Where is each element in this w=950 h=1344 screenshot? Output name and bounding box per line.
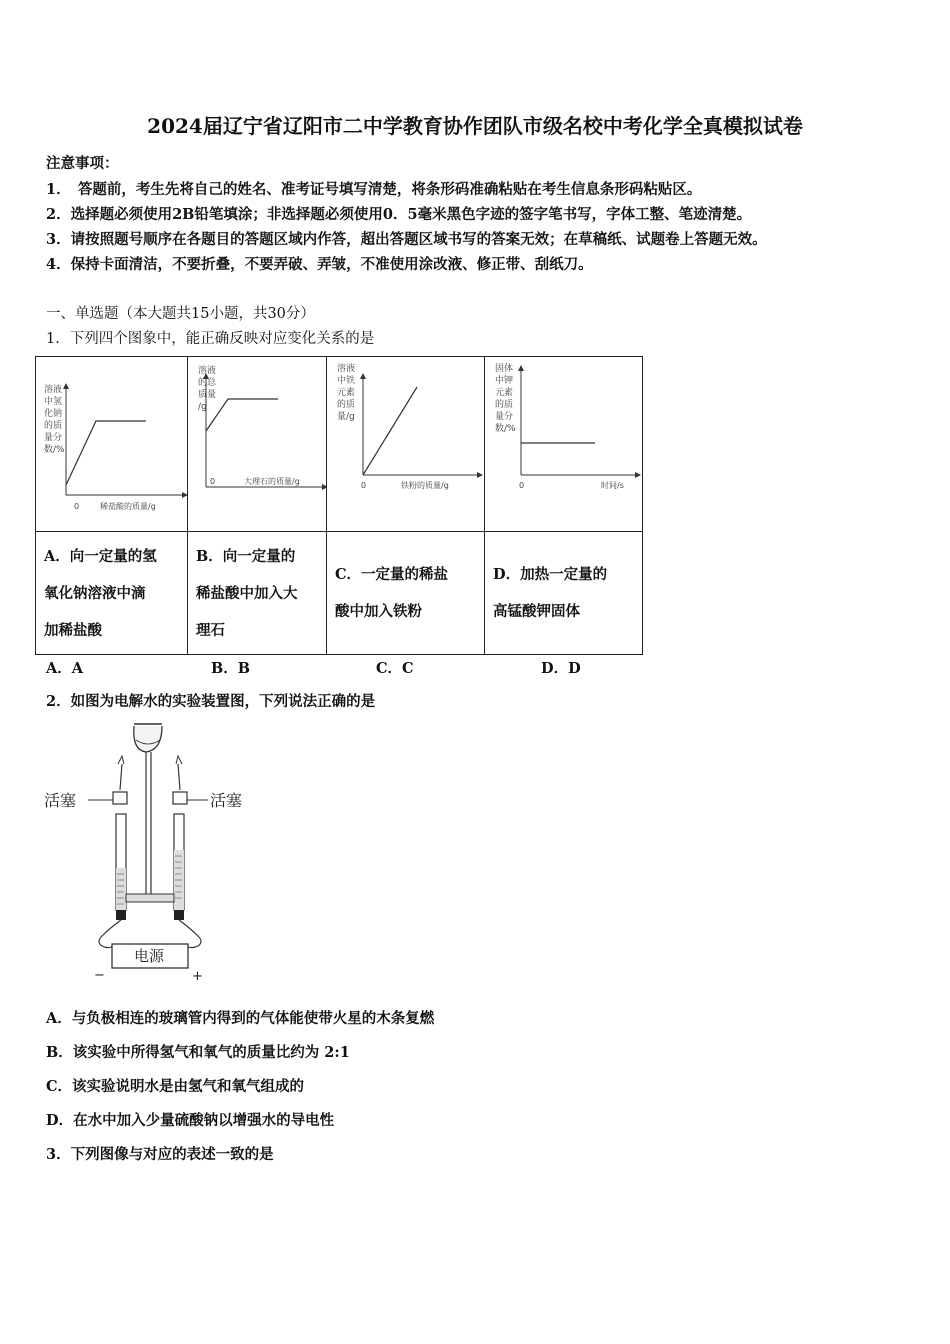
svg-text:溶液: 溶液 [198, 366, 217, 376]
graph-b-origin: 0 [210, 477, 216, 486]
question-3-stem: 3．下列图像与对应的表述一致的是 [46, 1146, 274, 1163]
option-d[interactable]: D．D [541, 660, 581, 677]
graph-b [188, 357, 326, 527]
svg-text:中氢: 中氢 [44, 397, 63, 407]
notice-item: 1． 答题前，考生先将自己的姓名、准考证号填写清楚，将条形码准确粘贴在考生信息条形码粘贴区。 [46, 181, 702, 198]
svg-text:的质: 的质 [495, 400, 514, 410]
question-1-graph-table [35, 356, 643, 655]
description-c: C．一定量的稀盐 酸中加入铁粉 [327, 532, 485, 655]
q2-option-d[interactable]: D．在水中加入少量硫酸钠以增强水的导电性 [46, 1112, 335, 1129]
graph-a-origin: 0 [74, 502, 80, 511]
svg-text:的质: 的质 [337, 400, 356, 410]
svg-text:中钾: 中钾 [495, 376, 514, 386]
graph-d-cell [485, 357, 643, 532]
description-a: A．向一定量的氢 氧化钠溶液中滴 加稀盐酸 [36, 532, 188, 655]
graph-d [485, 357, 642, 527]
graph-a-cell [36, 357, 188, 532]
electrolysis-apparatus-diagram [40, 718, 260, 983]
question-1-stem: 1．下列四个图象中，能正确反映对应变化关系的是 [46, 331, 375, 347]
q2-option-c[interactable]: C．该实验说明水是由氢气和氧气组成的 [46, 1078, 305, 1095]
svg-text:化钠: 化钠 [44, 409, 63, 419]
left-stopcock-label: 活塞 [44, 791, 77, 810]
description-d: D．加热一定量的 高锰酸钾固体 [485, 532, 643, 655]
q2-option-b[interactable]: B．该实验中所得氢气和氧气的质量比约为 2:1 [46, 1044, 350, 1061]
right-stopcock-label: 活塞 [210, 791, 243, 810]
option-a[interactable]: A．A [46, 660, 84, 677]
svg-text:的质: 的质 [44, 421, 63, 431]
page-title: 2024届辽宁省辽阳市二中学教育协作团队市级名校中考化学全真模拟试卷 [147, 114, 803, 138]
svg-text:中铁: 中铁 [337, 376, 356, 386]
option-c[interactable]: C．C [376, 660, 414, 677]
graph-d-ylabel [495, 362, 516, 434]
graph-a-ylabel [44, 383, 65, 455]
notice-heading: 注意事项： [46, 155, 119, 172]
svg-text:数/%: 数/% [44, 445, 65, 455]
positive-terminal-label: + [192, 969, 203, 983]
notice-item: 4．保持卡面清洁，不要折叠，不要弄破、弄皱，不准使用涂改液、修正带、刮纸刀。 [46, 256, 593, 273]
svg-text:元素: 元素 [337, 388, 356, 398]
graph-b-ylabel [198, 364, 217, 412]
svg-text:的总: 的总 [198, 378, 217, 388]
graph-a [36, 357, 187, 527]
negative-terminal-label: − [94, 968, 105, 983]
graph-b-cell [188, 357, 327, 532]
svg-text:质量: 质量 [198, 390, 217, 400]
graph-c-cell [327, 357, 485, 532]
q2-option-a[interactable]: A．与负极相连的玻璃管内得到的气体能使带火星的木条复燃 [46, 1010, 435, 1027]
svg-text:溶液: 溶液 [44, 385, 63, 395]
svg-text:/g: /g [198, 402, 207, 412]
svg-text:溶液: 溶液 [337, 364, 356, 374]
section-heading: 一、单选题（本大题共15小题，共30分） [46, 306, 315, 322]
graph-b-xlabel: 大理石的质量/g [244, 477, 300, 486]
question-2-stem: 2．如图为电解水的实验装置图，下列说法正确的是 [46, 693, 376, 710]
svg-text:量分: 量分 [44, 433, 63, 443]
graph-c-xlabel: 铁粉的质量/g [401, 481, 449, 490]
svg-text:数/%: 数/% [495, 424, 516, 434]
graph-d-origin: 0 [519, 481, 525, 490]
power-source-label: 电源 [134, 947, 165, 965]
option-b[interactable]: B．B [211, 660, 251, 677]
notice-item: 3．请按照题号顺序在各题目的答题区域内作答，超出答题区域书写的答案无效；在草稿纸、试题卷上答题无效。 [46, 231, 767, 248]
svg-text:固体: 固体 [495, 364, 514, 374]
graph-c-origin: 0 [361, 481, 367, 490]
graph-c [327, 357, 484, 527]
graph-c-ylabel [337, 362, 355, 422]
graph-a-xlabel: 稀盐酸的质量/g [100, 502, 156, 511]
svg-text:量/g: 量/g [337, 412, 355, 422]
svg-text:元素: 元素 [495, 388, 514, 398]
description-b: B．向一定量的 稀盐酸中加入大 理石 [188, 532, 327, 655]
graph-d-xlabel: 时间/s [601, 481, 624, 490]
notice-item: 2．选择题必须使用2B铅笔填涂；非选择题必须使用0．5毫米黑色字迹的签字笔书写，字体工整、笔迹清楚。 [46, 206, 752, 223]
svg-text:量分: 量分 [495, 412, 514, 422]
